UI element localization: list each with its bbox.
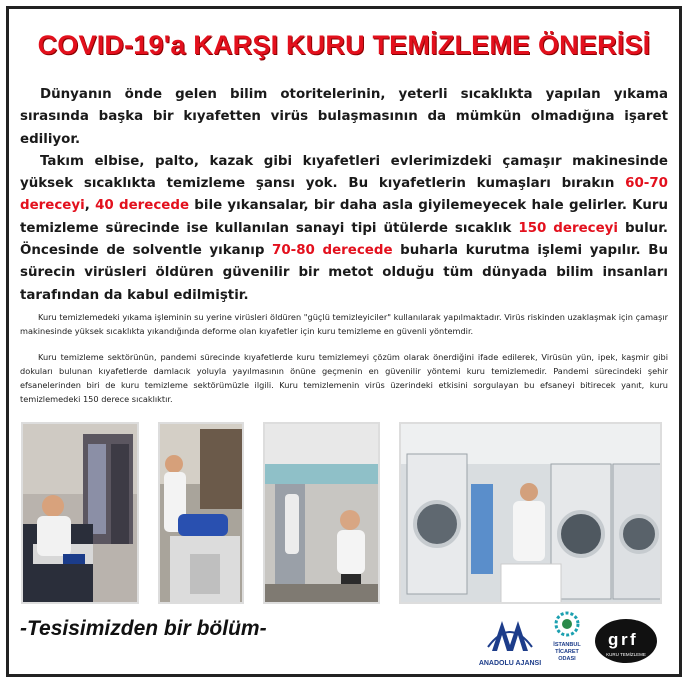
ito-line-3: ODASI xyxy=(558,656,576,662)
highlight-150: 150 dereceyi xyxy=(518,220,618,236)
main-paragraph-1: Dünyanın önde gelen bilim otoritelerinin, yeterli sıcaklıkta yapılan yıkama sırasında başka bir kıyafetten virüs bulaşmasının da mümkün olmadığına işaret ediliyor. xyxy=(20,87,668,147)
highlight-60-70: 60-70 dereceyi xyxy=(20,176,668,214)
photo-pressing-station xyxy=(158,422,244,604)
page-title: COVID-19'a KARŞI KURU TEMİZLEME ÖNERİSİ xyxy=(37,30,651,60)
main-paragraph-2: Takım elbise, palto, kazak gibi kıyafetleri evlerimizdeki çamaşır makinesinde yüksek sıcaklıkta temizleme şansı yok. Bu kıyafetlerin kumaşları bırakın 60-70 dereceyi, 40 derecede bile yıkansalar, bir daha asla giyilemeyecek hale gelirler. Kuru temizleme sürecinde ise kullanılan sanayi tipi ütülerde sıcaklık 150 dereceyi bulur. Öncesinde de solventle yıkanıp 70-80 derecede buharla kurutma işlemi yapılır. Bu sürecin virüsleri öldüren güvenilir bir metot olduğu tüm dünyada bilim insanları tarafından da kabul edilmiştir. xyxy=(20,153,669,303)
highlight-40: 40 derecede xyxy=(95,198,190,214)
photo-caption: -Tesisimizden bir bölüm- xyxy=(20,617,267,640)
svg-text:r: r xyxy=(621,630,628,649)
anadolu-ajansi-logo xyxy=(478,613,542,669)
photo-ironing-worker xyxy=(21,422,139,604)
company-logo-text: KURU TEMİZLEME xyxy=(606,652,646,657)
photo-dry-cleaning-machines xyxy=(399,422,662,604)
svg-text:g: g xyxy=(608,630,619,649)
company-logo xyxy=(594,618,658,664)
anadolu-ajansi-text: ANADOLU AJANSI xyxy=(478,660,542,667)
small-paragraph-1: Kuru temizlemedeki yıkama işleminin su yerine virüsleri öldüren "güçlü temizleyiciler" kullanılarak yapılmaktadır. Virüs riskinden uzaklaşmak için çamaşır makinesinde yüksek sıcaklıkta yıkandığında deforme olan kıyafetler için kuru temizleme en güvenli yöntemdir. xyxy=(20,312,668,336)
ito-line-1: İSTANBUL xyxy=(553,642,581,648)
small-paragraph-2: Kuru temizleme sektörünün, pandemi sürecinde kıyafetlerde kuru temizlemeyi çözüm olarak önerdiğini ifade edilerek, Virüsün yün, ipek, kaşmir gibi dokuları bulunan kıyafetlerde damlacık yoluyla yayılmasının önüne geçmenin en güvenilir yöntemi kuru temizlemedir. Pandemi sürecindeki şehir efsanelerinden biri de kuru temizleme sektörümüzle ilgili. Kuru temizlemenin virüs üzerindeki etkisini sorgulayan bu efsaneyi bitirecek yanıt, kuru temizlemedeki 150 derece sıcaklıktır. xyxy=(20,352,668,404)
photo-press-worker xyxy=(263,422,380,604)
main-body xyxy=(20,84,668,307)
ito-line-2: TİCARET xyxy=(555,649,579,655)
svg-text:f: f xyxy=(630,630,636,649)
highlight-70-80: 70-80 derecede xyxy=(272,243,393,259)
istanbul-ticaret-odasi-logo xyxy=(545,611,589,671)
